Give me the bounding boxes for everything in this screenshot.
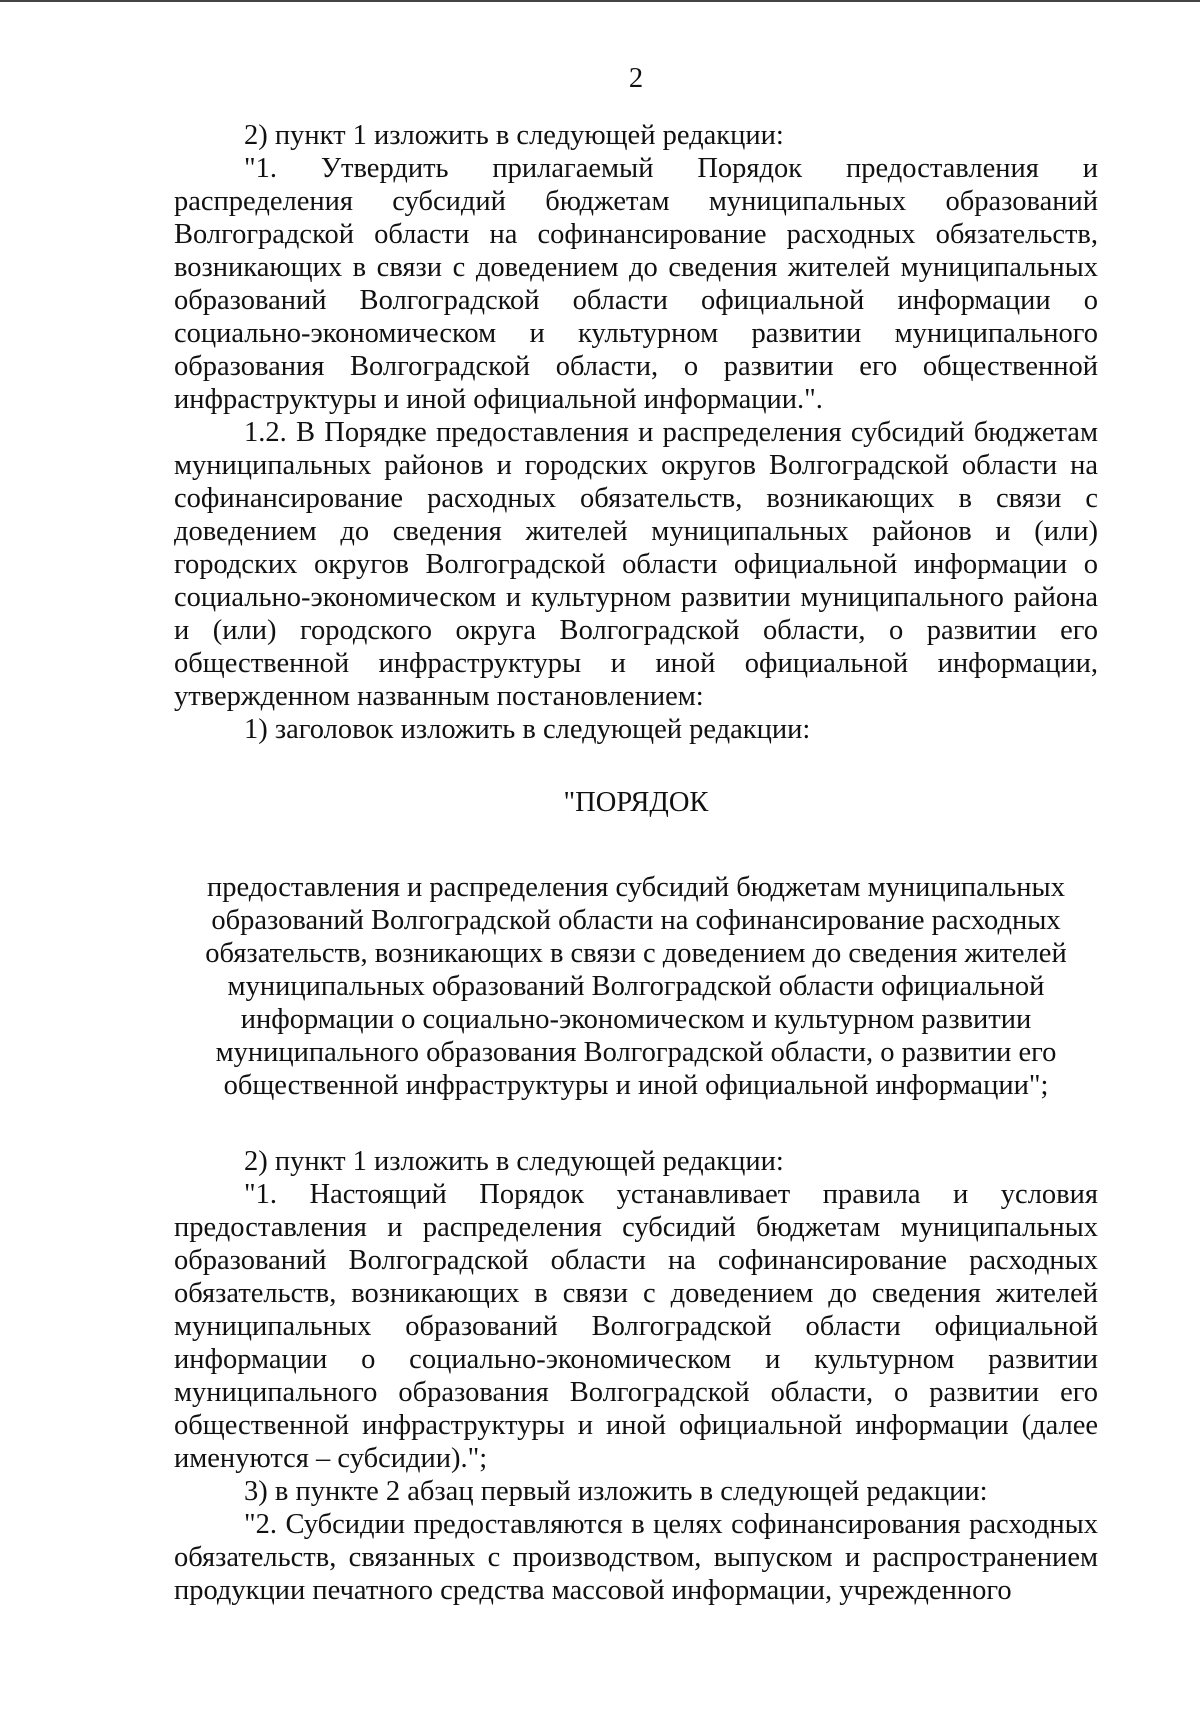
paragraph: 2) пункт 1 изложить в следующей редакции: [244, 1146, 784, 1177]
order-heading-subtitle: предоставления и распределения субсидий бюджетам муниципальных образований Волгоградской области на софинансирование расходных обязательств, возникающих в связи с доведением до сведения жителей муниципальных образований Волгоградской области официальной информации о социально-экономическом и культурном развитии муниципального образования Волгоградской области, о развитии его общественной инфраструктуры и иной официальной информации"; [205, 872, 1067, 1101]
page-top-edge [0, 0, 1200, 2]
paragraph: 2) пункт 1 изложить в следующей редакции: [244, 120, 784, 151]
paragraph: 1.2. В Порядке предоставления и распределения субсидий бюджетам муниципальных районов и городских округов Волгоградской области на софинансирование расходных обязательств, возникающих в связи с доведением до сведения жителей муниципальных районов и (или) городских округов Волгоградской области официальной информации о социально-экономическом и культурном развитии муниципального района и (или) городского округа Волгоградской области, о развитии его общественной инфраструктуры и иной официальной информации, утвержденном названным постановлением: [174, 417, 1098, 712]
paragraph: 3) в пункте 2 абзац первый изложить в следующей редакции: [244, 1476, 988, 1507]
paragraph: "1. Настоящий Порядок устанавливает правила и условия предоставления и распределения субсидий бюджетам муниципальных образований Волгоградской области на софинансирование расходных обязательств, возникающих в связи с доведением до сведения жителей муниципальных образований Волгоградской области официальной информации о социально-экономическом и культурном развитии муниципального образования Волгоградской области, о развитии его общественной инфраструктуры и иной официальной информации (далее именуются – субсидии)."; [174, 1179, 1098, 1474]
page-number: 2 [628, 63, 644, 94]
paragraph: "1. Утвердить прилагаемый Порядок предоставления и распределения субсидий бюджетам муниципальных образований Волгоградской области на софинансирование расходных обязательств, возникающих в связи с доведением до сведения жителей муниципальных образований Волгоградской области официальной информации о социально-экономическом и культурном развитии муниципального образования Волгоградской области, о развитии его общественной инфраструктуры и иной официальной информации.". [174, 153, 1098, 415]
paragraph: 1) заголовок изложить в следующей редакции: [244, 714, 811, 745]
order-heading: "ПОРЯДОК [563, 787, 709, 818]
paragraph: "2. Субсидии предоставляются в целях софинансирования расходных обязательств, связанных с производством, выпуском и распространением продукции печатного средства массовой информации, учрежденного [174, 1509, 1098, 1606]
document-page [174, 62, 1098, 1607]
